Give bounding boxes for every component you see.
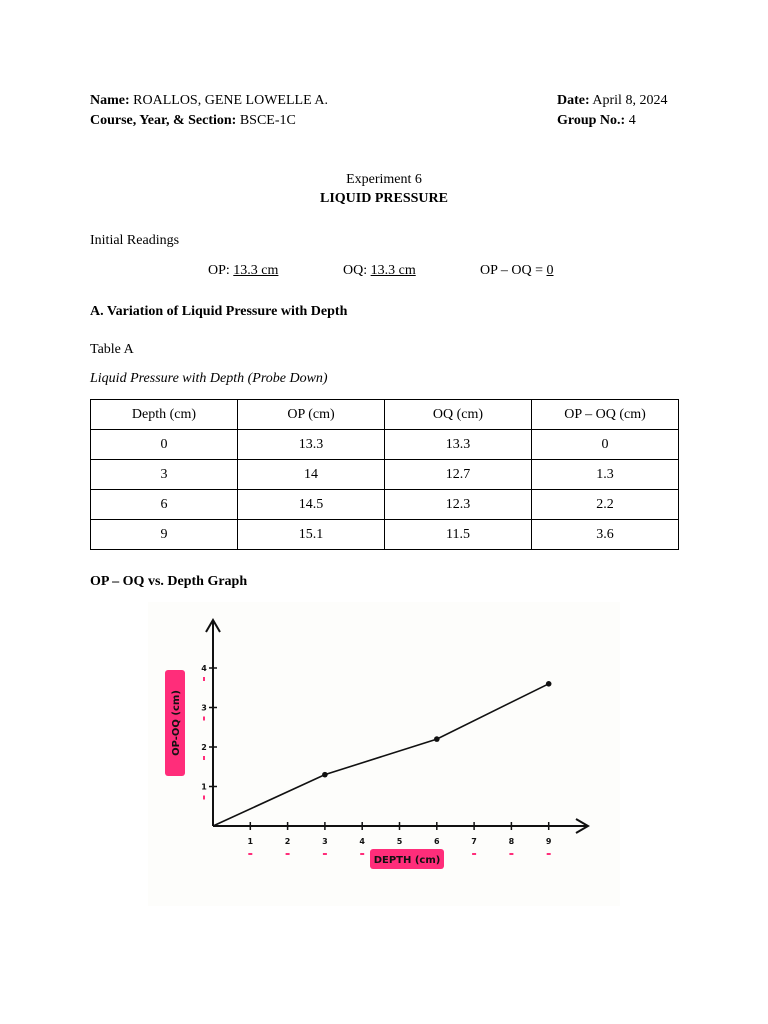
date-label: Date: (557, 93, 590, 108)
x-tick-label: 8 (508, 837, 515, 846)
cell: 14 (238, 460, 385, 490)
name-value: ROALLOS, GENE LOWELLE A. (133, 93, 328, 108)
course-line (90, 113, 296, 129)
initial-op (208, 263, 278, 279)
cell: 6 (91, 490, 238, 520)
data-line (213, 684, 549, 826)
op-label: OP: (208, 263, 230, 278)
chart-svg (148, 602, 620, 906)
cell: 0 (91, 430, 238, 460)
cell: 3 (91, 460, 238, 490)
x-tick-label: 2 (284, 837, 291, 846)
experiment-title: LIQUID PRESSURE (320, 191, 448, 206)
oq-label: OQ: (343, 263, 368, 278)
initial-oq (343, 263, 416, 279)
cell: 11.5 (385, 520, 532, 550)
data-table (90, 399, 679, 550)
graph-heading: OP – OQ vs. Depth Graph (90, 574, 248, 589)
x-tick-label: 1 (247, 837, 254, 846)
graph-photo (148, 602, 620, 906)
name-line (90, 93, 328, 109)
table-row (91, 490, 679, 520)
data-point (322, 772, 328, 778)
table-header-row (91, 400, 679, 430)
cell: 1.3 (532, 460, 679, 490)
x-tick-label: 6 (434, 837, 440, 846)
col-header: OP (cm) (238, 400, 385, 430)
y-tick-label: 2 (201, 743, 207, 752)
name-label: Name: (90, 93, 130, 108)
cell: 2.2 (532, 490, 679, 520)
initial-diff (480, 263, 554, 279)
cell: 14.5 (238, 490, 385, 520)
table-row (91, 460, 679, 490)
date-line (557, 93, 667, 109)
x-axis-label: DEPTH (cm) (373, 855, 441, 866)
x-tick-label: 5 (396, 837, 403, 846)
group-label: Group No.: (557, 113, 626, 128)
cell: 3.6 (532, 520, 679, 550)
x-tick-label: 3 (322, 837, 328, 846)
section-a-heading: A. Variation of Liquid Pressure with Depth (90, 304, 348, 319)
data-point (546, 681, 552, 687)
cell: 9 (91, 520, 238, 550)
cell: 13.3 (385, 430, 532, 460)
diff-label: OP – OQ = (480, 263, 543, 278)
experiment-number: Experiment 6 (346, 172, 422, 187)
data-point (434, 736, 440, 742)
y-tick-label: 1 (201, 782, 207, 792)
course-label: Course, Year, & Section: (90, 113, 237, 128)
chart-axes (206, 620, 588, 833)
course-value: BSCE-1C (239, 113, 296, 128)
diff-value: 0 (546, 263, 554, 278)
y-tick-label: 3 (201, 703, 207, 713)
initial-readings-heading: Initial Readings (90, 233, 180, 248)
chart-marks (213, 681, 552, 826)
op-value: 13.3 cm (233, 263, 279, 278)
cell: 13.3 (238, 430, 385, 460)
date-value: April 8, 2024 (592, 93, 668, 108)
x-tick-label: 7 (471, 837, 477, 846)
cell: 12.3 (385, 490, 532, 520)
table-row (91, 430, 679, 460)
col-header: OQ (cm) (385, 400, 532, 430)
table-caption: Liquid Pressure with Depth (Probe Down) (90, 371, 328, 386)
cell: 15.1 (238, 520, 385, 550)
col-header: OP – OQ (cm) (532, 400, 679, 430)
group-line (557, 113, 636, 129)
x-tick-label: 9 (545, 837, 552, 846)
col-header: Depth (cm) (91, 400, 238, 430)
group-value: 4 (628, 113, 636, 128)
oq-value: 13.3 cm (370, 263, 416, 278)
cell: 12.7 (385, 460, 532, 490)
y-tick-label: 4 (201, 664, 207, 673)
x-tick-label: 4 (359, 837, 365, 846)
y-axis-label: OP-OQ (cm) (171, 690, 182, 756)
cell: 0 (532, 430, 679, 460)
table-row (91, 520, 679, 550)
table-label: Table A (90, 342, 134, 357)
